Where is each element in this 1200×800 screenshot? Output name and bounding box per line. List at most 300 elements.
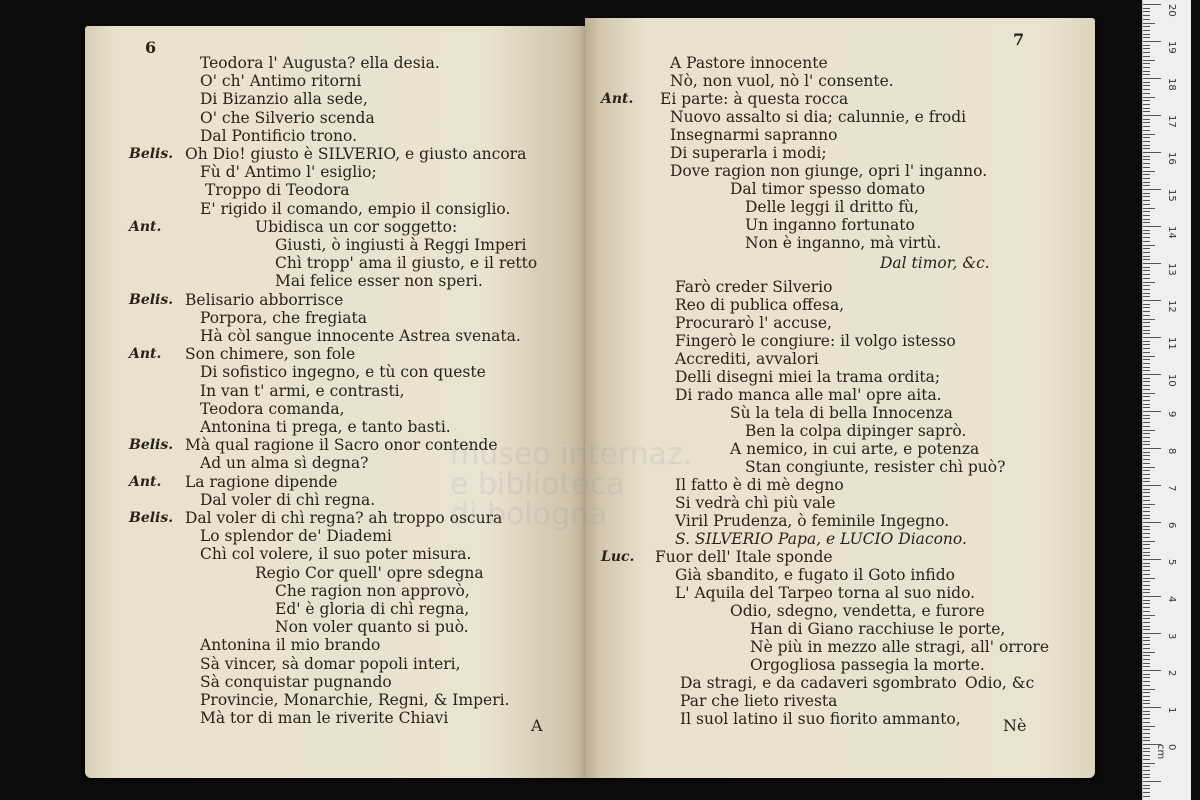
ruler-tick [1143, 418, 1150, 419]
ruler-tick [1143, 685, 1150, 686]
verse-line: Di superarla i modi; [670, 144, 827, 162]
ruler-tick [1143, 122, 1150, 123]
ruler-tick [1143, 529, 1150, 530]
verse-line: Stan congiunte, resister chì può? [745, 458, 1006, 476]
verse-line: Farò creder Silverio [675, 278, 833, 296]
ruler-label: 7 [1166, 485, 1177, 492]
verse-line: Sà conquistar pugnando [200, 672, 392, 691]
ruler-tick [1143, 485, 1161, 486]
ruler-tick [1143, 452, 1150, 453]
ruler-tick [1143, 267, 1150, 268]
right-page-number: 7 [1013, 30, 1025, 49]
ruler-label: 1 [1166, 707, 1177, 714]
ruler-label: 2 [1166, 670, 1177, 677]
ruler-tick [1143, 666, 1150, 667]
ruler-tick [1143, 763, 1155, 764]
ruler-tick [1143, 515, 1150, 516]
ruler-tick [1143, 245, 1155, 246]
verse-line: Dal timor, &c. [880, 254, 990, 272]
ruler-label: 8 [1166, 448, 1177, 455]
ruler-tick [1143, 655, 1150, 656]
ruler-tick [1143, 640, 1150, 641]
ruler-tick [1143, 71, 1150, 72]
ruler-tick [1143, 570, 1150, 571]
ruler-tick [1143, 19, 1150, 20]
ruler-tick [1143, 174, 1150, 175]
ruler-label: 18 [1166, 78, 1177, 91]
ruler-tick [1143, 600, 1150, 601]
ruler-tick [1143, 552, 1150, 553]
ruler-tick [1143, 444, 1150, 445]
ruler-tick [1143, 337, 1161, 338]
ruler-tick [1143, 307, 1150, 308]
ruler-label: 6 [1166, 522, 1177, 529]
ruler-tick [1143, 159, 1150, 160]
verse-line: Viril Prudenza, ò feminile Ingegno. [675, 512, 950, 530]
ruler-tick [1143, 259, 1150, 260]
ruler-tick [1143, 256, 1150, 257]
ruler-tick [1143, 341, 1150, 342]
ruler-tick [1143, 792, 1150, 793]
ruler-tick [1143, 141, 1150, 142]
ruler-tick [1143, 363, 1150, 364]
ruler-tick [1143, 652, 1155, 653]
ruler-tick [1143, 189, 1161, 190]
ruler-tick [1143, 97, 1155, 98]
ruler-label: 15 [1166, 189, 1177, 202]
ruler-tick [1143, 11, 1150, 12]
ruler-tick [1143, 293, 1150, 294]
speaker-label: Belis. [129, 291, 174, 308]
verse-line: Accrediti, avvalori [675, 350, 819, 368]
ruler-label: 11 [1166, 337, 1177, 350]
ruler-tick [1143, 663, 1150, 664]
ruler-tick [1143, 381, 1150, 382]
ruler-tick [1143, 563, 1150, 564]
ruler-tick [1143, 703, 1150, 704]
ruler-tick [1143, 145, 1150, 146]
verse-line: Lo splendor de' Diademi [200, 527, 392, 546]
ruler-tick [1143, 352, 1150, 353]
ruler-tick [1143, 618, 1150, 619]
ruler-tick [1143, 692, 1150, 693]
ruler-tick [1143, 393, 1155, 394]
left-catchword: A [531, 716, 543, 735]
ruler-tick [1143, 644, 1150, 645]
ruler-tick [1143, 204, 1150, 205]
verse-line: S. SILVERIO Papa, e LUCIO Diacono. [675, 530, 967, 548]
verse-line: Chì col volere, il suo poter misura. [200, 545, 472, 564]
ruler-tick [1143, 163, 1150, 164]
ruler-tick [1143, 63, 1150, 64]
verse-line: Nò, non vuol, nò l' consente. [670, 72, 894, 90]
ruler-tick [1143, 726, 1155, 727]
ruler-label: 0 cm [1155, 744, 1177, 760]
ruler-tick [1143, 463, 1150, 464]
ruler-label: 10 [1166, 374, 1177, 387]
verse-line: Delle leggi il dritto fù, [745, 198, 919, 216]
ruler-tick [1143, 126, 1150, 127]
ruler-tick [1143, 119, 1150, 120]
ruler-tick [1143, 737, 1150, 738]
verse-line: In van t' armi, e contrasti, [200, 381, 405, 400]
ruler-tick [1143, 633, 1161, 634]
ruler-label: 5 [1166, 559, 1177, 566]
ruler-tick [1143, 378, 1150, 379]
ruler-tick [1143, 500, 1150, 501]
ruler-tick [1143, 626, 1150, 627]
verse-line: Ubidisca un cor soggetto: [255, 217, 458, 236]
ruler-tick [1143, 278, 1150, 279]
ruler-tick [1143, 492, 1150, 493]
verse-line: Antonina ti prega, e tanto basti. [200, 418, 451, 436]
ruler-tick [1143, 607, 1150, 608]
verse-line: Belisario abborrisce [185, 290, 344, 309]
ruler-tick [1143, 115, 1161, 116]
verse-line: La ragione dipende [185, 472, 338, 491]
ruler-tick [1143, 729, 1150, 730]
verse-line: Oh Dio! giusto è SILVERIO, e giusto ancora [185, 145, 527, 163]
ruler-tick [1143, 137, 1150, 138]
ruler-tick [1143, 589, 1150, 590]
ruler-tick [1143, 85, 1150, 86]
ruler-label: 13 [1166, 263, 1177, 276]
ruler-tick [1143, 282, 1155, 283]
ruler-tick [1143, 751, 1150, 752]
ruler-tick [1143, 407, 1150, 408]
ruler-tick [1143, 740, 1150, 741]
verse-line: Dove ragion non giunge, opri l' inganno. [670, 162, 988, 180]
ruler-tick [1143, 689, 1155, 690]
ruler-tick [1143, 533, 1150, 534]
ruler-label: 14 [1166, 226, 1177, 239]
ruler-tick [1143, 289, 1150, 290]
ruler-tick [1143, 15, 1150, 16]
verse-line: Procurarò l' accuse, [675, 314, 832, 332]
verse-line: Il fatto è di mè degno [675, 476, 844, 494]
ruler-tick [1143, 222, 1150, 223]
ruler-tick [1143, 581, 1150, 582]
ruler-tick [1143, 711, 1150, 712]
ruler-tick [1143, 182, 1150, 183]
ruler-tick [1143, 285, 1150, 286]
verse-line: Insegnarmi sapranno [670, 126, 838, 144]
ruler-tick [1143, 241, 1150, 242]
verse-line: Di rado manca alle mal' opre aita. [675, 386, 942, 404]
ruler-tick [1143, 592, 1150, 593]
ruler-tick [1143, 252, 1150, 253]
ruler-tick [1143, 426, 1150, 427]
ruler-tick [1143, 219, 1150, 220]
ruler-tick [1143, 60, 1155, 61]
ruler-tick [1143, 603, 1150, 604]
ruler-tick [1143, 356, 1155, 357]
verse-line: Un inganno fortunato [745, 216, 915, 234]
verse-line: Orgogliosa passegia la morte. [750, 656, 985, 674]
verse-line: Nuovo assalto si dia; calunnie, e frodi [670, 108, 967, 126]
ruler-tick [1143, 56, 1150, 57]
ruler-tick [1143, 26, 1150, 27]
ruler-tick [1143, 755, 1150, 756]
verse-line: Odio, &c [965, 674, 1035, 692]
ruler-tick [1143, 622, 1150, 623]
ruler-tick [1143, 348, 1150, 349]
ruler-tick [1143, 270, 1150, 271]
verse-line: A Pastore innocente [670, 54, 828, 72]
verse-line: Si vedrà chì più vale [675, 494, 836, 512]
verse-line: Reo di publica offesa, [675, 296, 845, 314]
ruler-tick [1143, 415, 1150, 416]
ruler-tick [1143, 333, 1150, 334]
speaker-label: Luc. [601, 549, 635, 565]
ruler-tick [1143, 537, 1150, 538]
verse-line: Hà còl sangue innocente Astrea svenata. [200, 327, 521, 345]
ruler-tick [1143, 367, 1150, 368]
ruler-tick [1143, 411, 1161, 412]
verse-line: Dal timor spesso domato [730, 180, 926, 198]
verse-line: Provincie, Monarchie, Regni, & Imperi. [200, 691, 510, 709]
ruler-tick [1143, 781, 1161, 782]
ruler-tick [1143, 596, 1161, 597]
ruler-tick [1143, 67, 1150, 68]
ruler-tick [1143, 481, 1150, 482]
ruler-tick [1143, 304, 1150, 305]
verse-line: Odio, sdegno, vendetta, e furore [730, 602, 985, 620]
speaker-label: Ant. [601, 91, 634, 107]
ruler-tick [1143, 326, 1150, 327]
ruler-tick [1143, 611, 1150, 612]
verse-line: Fingerò le congiure: il volgo istesso [675, 332, 956, 350]
speaker-label: Ant. [129, 346, 162, 363]
ruler-tick [1143, 489, 1150, 490]
speaker-label: Ant. [129, 218, 162, 235]
ruler-tick [1143, 108, 1150, 109]
verse-line: Teodora l' Augusta? ella desia. [200, 54, 440, 72]
ruler-tick [1143, 230, 1150, 231]
speaker-label: Belis. [129, 437, 174, 454]
ruler-tick [1143, 518, 1150, 519]
ruler-tick [1143, 185, 1150, 186]
verse-line: Dal Pontificio trono. [200, 126, 358, 145]
ruler-tick [1143, 585, 1150, 586]
ruler-tick [1143, 670, 1161, 671]
ruler-tick [1143, 82, 1150, 83]
ruler-tick [1143, 615, 1155, 616]
verse-line: Di sofistico ingegno, e tù con queste [200, 363, 486, 382]
ruler-tick [1143, 796, 1150, 797]
ruler-tick [1143, 748, 1150, 749]
ruler-tick [1143, 41, 1161, 42]
verse-line: Par che lieto rivesta [680, 692, 838, 710]
verse-line: L' Aquila del Tarpeo torna al suo nido. [675, 584, 976, 602]
ruler-tick [1143, 315, 1150, 316]
ruler-tick [1143, 211, 1150, 212]
verse-line: Già sbandito, e fugato il Goto infido [675, 566, 955, 584]
ruler-tick [1143, 555, 1150, 556]
ruler-tick [1143, 785, 1150, 786]
ruler-tick [1143, 774, 1150, 775]
ruler-tick [1143, 766, 1150, 767]
ruler-tick [1143, 233, 1150, 234]
ruler-tick [1143, 722, 1150, 723]
ruler-tick [1143, 167, 1150, 168]
ruler-tick [1143, 23, 1155, 24]
ruler-tick [1143, 544, 1150, 545]
verse-line: Non è inganno, mà virtù. [745, 234, 942, 252]
ruler-tick [1143, 152, 1161, 153]
ruler-tick [1143, 196, 1150, 197]
speaker-label: Belis. [129, 510, 174, 526]
ruler-tick [1143, 193, 1150, 194]
ruler-tick [1143, 396, 1150, 397]
verse-line: Mai felice esser non speri. [275, 272, 483, 291]
verse-line: Sà vincer, sà domar popoli interi, [200, 654, 461, 673]
ruler-tick [1143, 200, 1150, 201]
ruler-tick [1143, 400, 1150, 401]
ruler-label: 20 [1166, 4, 1177, 17]
verse-line: O' che Silverio scenda [200, 108, 375, 127]
ruler-tick [1143, 34, 1150, 35]
ruler-tick [1143, 648, 1150, 649]
ruler-tick [1143, 344, 1150, 345]
verse-line: Han di Giano racchiuse le porte, [750, 620, 1006, 638]
ruler-tick [1143, 474, 1150, 475]
ruler-tick [1143, 522, 1161, 523]
verse-line: Giusti, ò ingiusti à Reggi Imperi [275, 236, 527, 254]
verse-line: Ben la colpa dipinger saprò. [745, 422, 967, 440]
ruler-tick [1143, 248, 1150, 249]
ruler-tick [1143, 330, 1150, 331]
ruler-tick [1143, 156, 1150, 157]
ruler-tick [1143, 374, 1161, 375]
ruler-tick [1143, 48, 1150, 49]
left-page [85, 26, 585, 778]
ruler-tick [1143, 74, 1150, 75]
ruler-tick [1143, 171, 1155, 172]
ruler-tick [1143, 441, 1150, 442]
verse-line: Dal voler di chì regna. [200, 490, 376, 509]
ruler-tick [1143, 263, 1161, 264]
ruler-tick [1143, 718, 1150, 719]
ruler-label: 9 [1166, 411, 1177, 418]
verse-line: O' ch' Antimo ritorni [200, 72, 362, 91]
verse-line: Di Bizanzio alla sede, [200, 90, 368, 109]
ruler-tick [1143, 507, 1150, 508]
ruler-tick [1143, 111, 1150, 112]
verse-line: Regio Cor quell' opre sdegna [255, 563, 484, 582]
verse-line: Da stragi, e da cadaveri sgombrato [680, 674, 957, 692]
right-catchword: Nè [1003, 716, 1027, 735]
verse-line: Ad un alma sì degna? [200, 454, 369, 473]
ruler-tick [1143, 237, 1150, 238]
ruler-label: 4 [1166, 596, 1177, 603]
ruler-tick [1143, 700, 1150, 701]
ruler-tick [1143, 629, 1150, 630]
ruler-tick [1143, 215, 1150, 216]
ruler-tick [1143, 548, 1150, 549]
ruler-tick [1143, 574, 1150, 575]
verse-line: Delli disegni miei la trama ordita; [675, 368, 941, 386]
ruler-tick [1143, 8, 1150, 9]
ruler-label: 16 [1166, 152, 1177, 165]
ruler-label: 17 [1166, 115, 1177, 128]
ruler-tick [1143, 322, 1150, 323]
ruler-tick [1143, 714, 1150, 715]
ruler-tick [1143, 296, 1150, 297]
ruler-tick [1143, 659, 1150, 660]
ruler-tick [1143, 30, 1150, 31]
ruler-tick [1143, 437, 1150, 438]
ruler-tick [1143, 448, 1161, 449]
verse-line: Mà tor di man le riverite Chiavi [200, 709, 449, 728]
ruler-label: 3 [1166, 633, 1177, 640]
ruler-tick [1143, 455, 1150, 456]
ruler-tick [1143, 37, 1150, 38]
ruler-tick [1143, 470, 1150, 471]
ruler-tick [1143, 459, 1150, 460]
ruler-tick [1143, 100, 1150, 101]
ruler-tick [1143, 311, 1150, 312]
ruler-tick [1143, 134, 1155, 135]
ruler-tick [1143, 359, 1150, 360]
verse-line: Troppo di Teodora [205, 181, 350, 200]
ruler-tick [1143, 208, 1155, 209]
speaker-label: Ant. [129, 473, 162, 490]
ruler-tick [1143, 404, 1150, 405]
verse-line: Son chimere, son fole [185, 345, 356, 364]
ruler-tick [1143, 467, 1155, 468]
verse-line: Chì tropp' ama il giusto, e il retto [275, 254, 538, 273]
verse-line: Dal voler di chì regna? ah troppo oscura [185, 509, 503, 527]
ruler-tick [1143, 759, 1150, 760]
ruler-tick [1143, 148, 1150, 149]
ruler-tick [1143, 4, 1161, 5]
ruler-tick [1143, 681, 1150, 682]
ruler-tick [1143, 526, 1150, 527]
verse-line: Che ragion non approvò, [275, 581, 470, 600]
ruler-tick [1143, 130, 1150, 131]
ruler-tick [1143, 433, 1150, 434]
ruler-tick [1143, 578, 1155, 579]
verse-line: Mà qual ragione il Sacro onor contende [185, 436, 498, 455]
ruler-label: 19 [1166, 41, 1177, 54]
ruler-tick [1143, 788, 1150, 789]
ruler-tick [1143, 504, 1155, 505]
verse-line: Non voler quanto si può. [275, 618, 469, 637]
ruler-tick [1143, 496, 1150, 497]
verse-line: Il suol latino il suo fiorito ammanto, [680, 710, 961, 728]
ruler-tick [1143, 430, 1155, 431]
ruler-tick [1143, 696, 1150, 697]
ruler-tick [1143, 566, 1150, 567]
ruler-tick [1143, 511, 1150, 512]
ruler-tick [1143, 385, 1150, 386]
speaker-label: Belis. [129, 146, 174, 162]
ruler-tick [1143, 541, 1155, 542]
right-page [585, 18, 1095, 778]
verse-line: Nè più in mezzo alle stragi, all' orrore [750, 638, 1050, 656]
ruler-tick [1143, 52, 1150, 53]
verse-line: Ed' è gloria di chì regna, [275, 600, 470, 618]
verse-line: Fù d' Antimo l' esiglio; [200, 163, 377, 182]
verse-line: Sù la tela di bella Innocenza [730, 404, 953, 422]
ruler-label: 12 [1166, 300, 1177, 313]
measurement-ruler [1142, 0, 1191, 800]
ruler-tick [1143, 226, 1161, 227]
ruler-tick [1143, 733, 1150, 734]
verse-line: Porpora, che fregiata [200, 308, 367, 327]
verse-line: Antonina il mio brando [200, 636, 381, 655]
